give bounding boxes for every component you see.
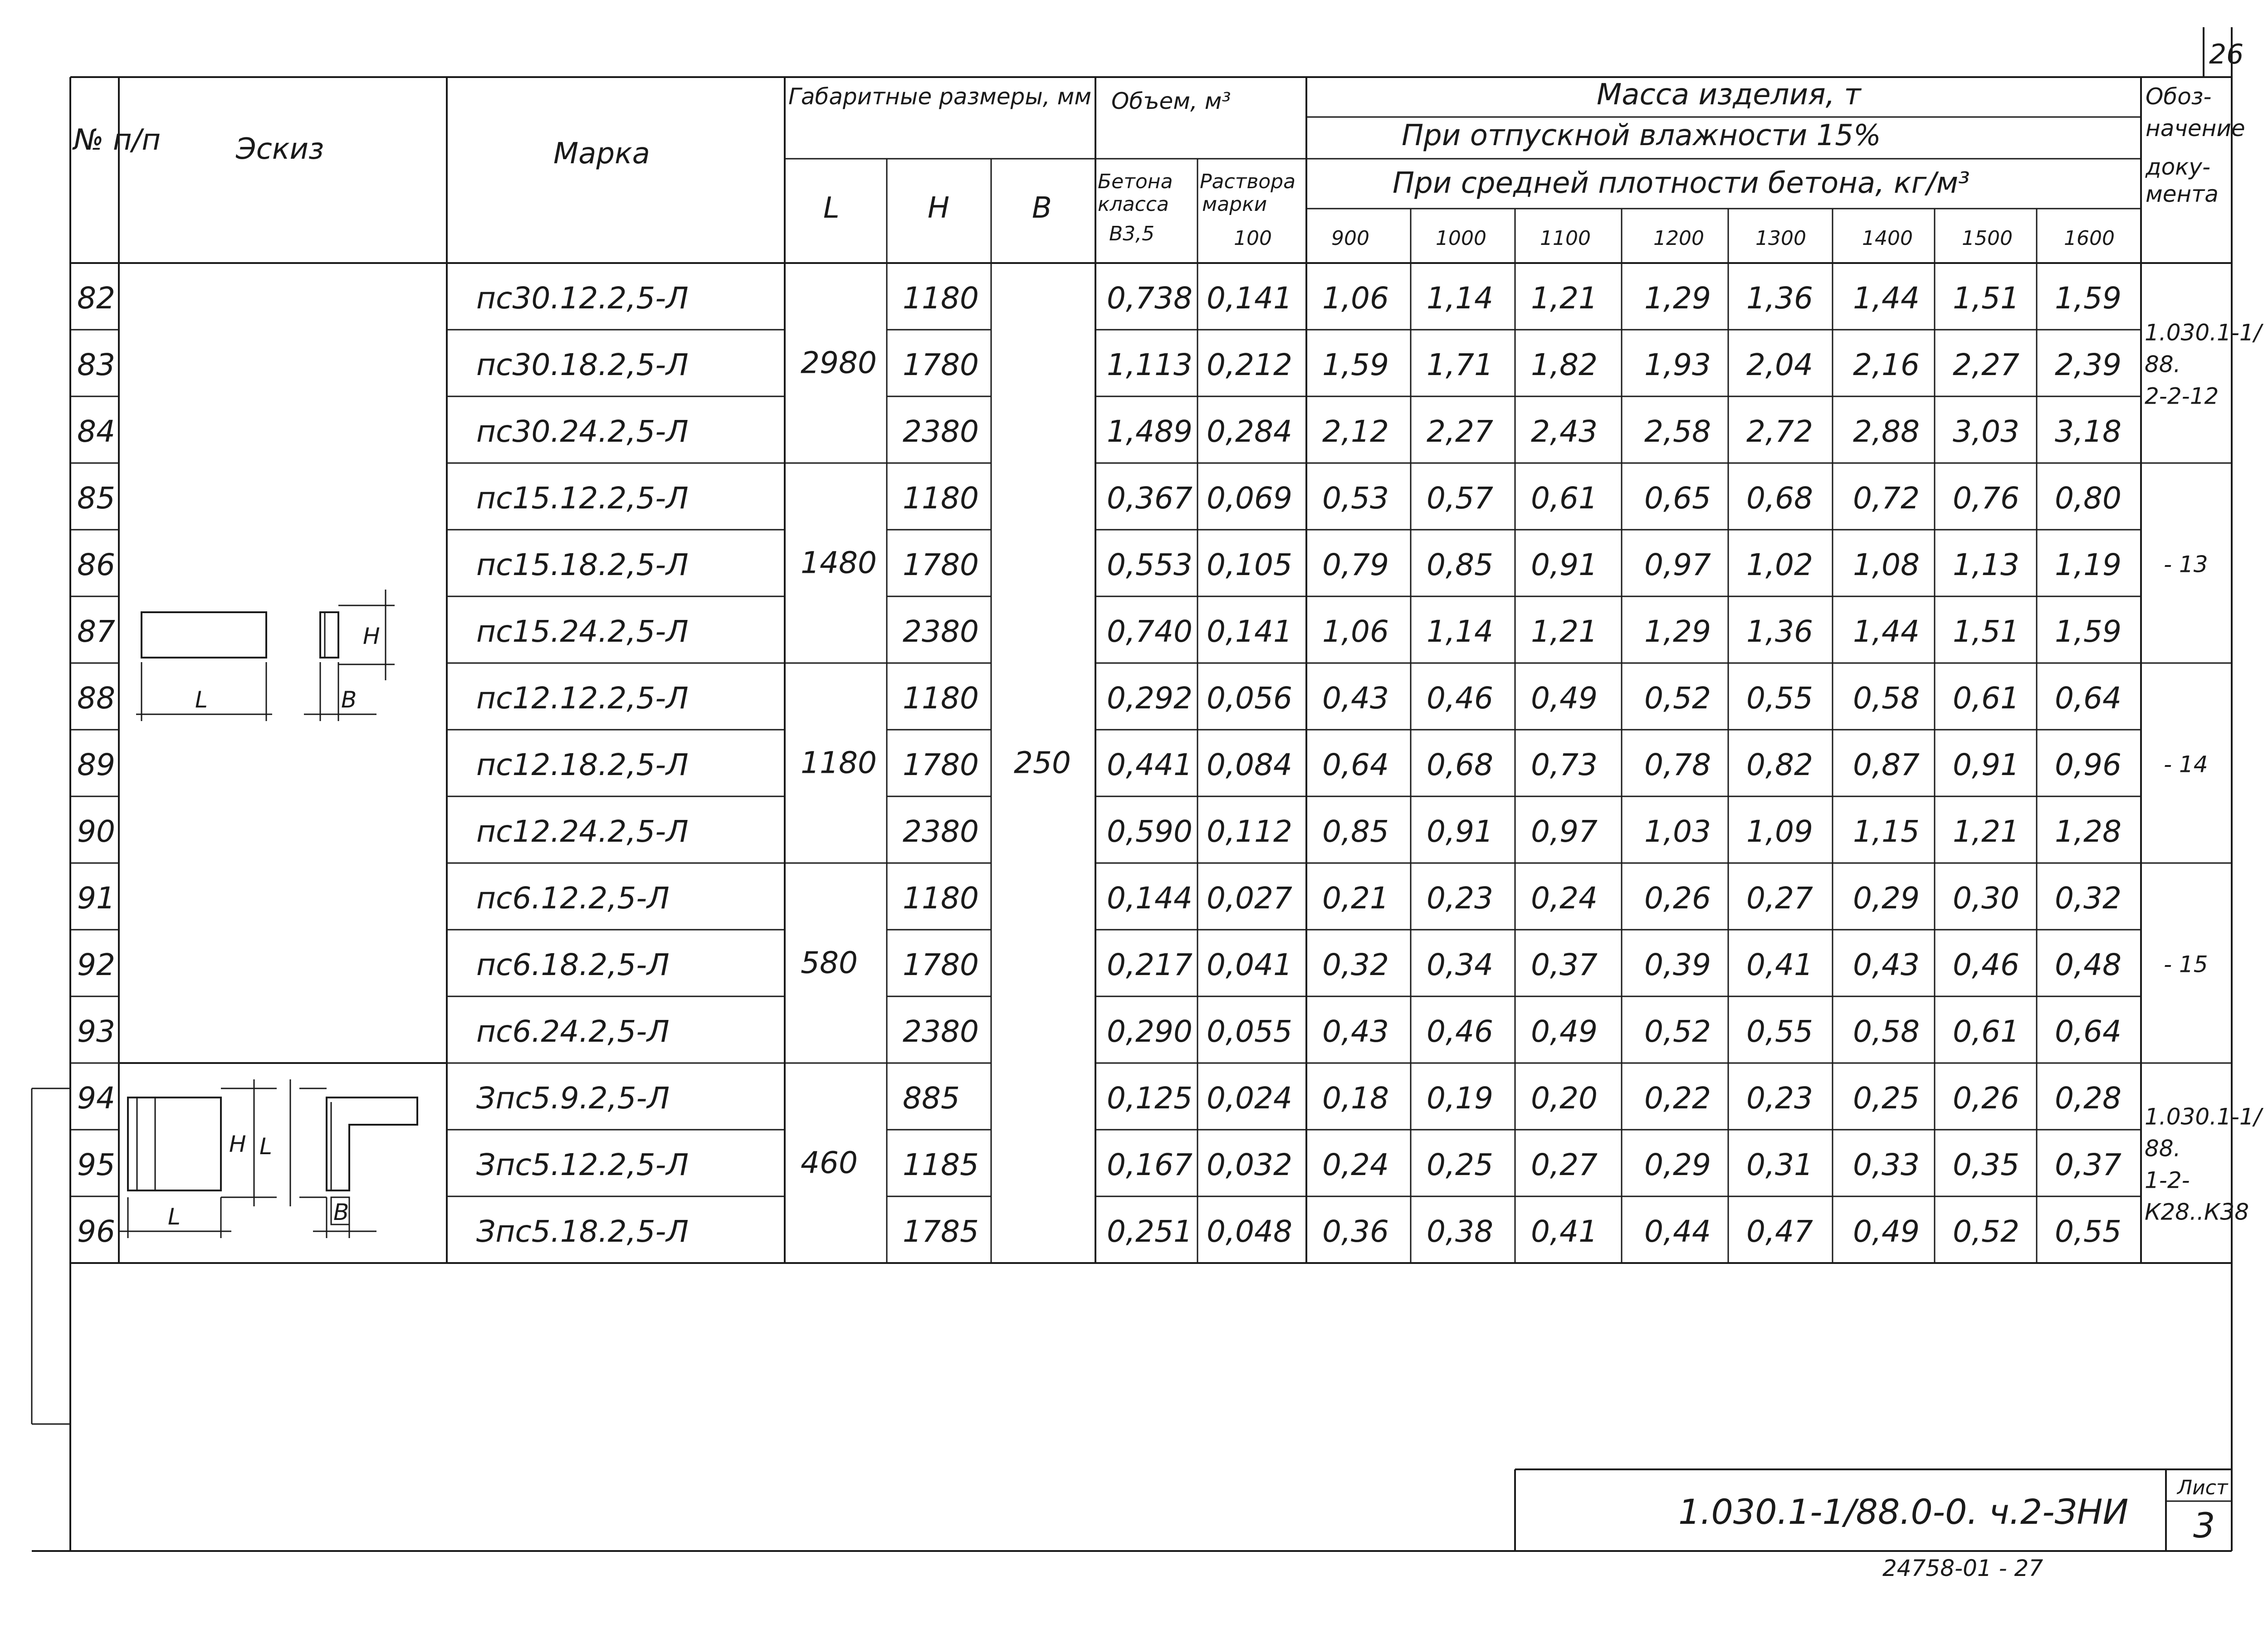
row-volume-mortar: 0,032 (1207, 1147, 1292, 1182)
row-mass-1000: 0,91 (1427, 814, 1493, 849)
row-height: 1780 (903, 747, 979, 782)
sketch-upper (136, 590, 395, 721)
sketch-lower-L2: L (259, 1133, 272, 1160)
row-mass-1400: 1,15 (1853, 814, 1920, 849)
row-mass-1200: 0,78 (1644, 747, 1711, 782)
row-volume-mortar: 0,112 (1207, 814, 1292, 849)
row-mass-1600: 0,96 (2055, 747, 2121, 782)
row-number: 93 (77, 1014, 115, 1049)
row-mark: пс6.18.2,5-Л (476, 947, 670, 982)
row-mass-1200: 0,22 (1644, 1081, 1711, 1116)
density-header-1200: 1200 (1653, 227, 1704, 250)
sketch-upper-H: H (363, 623, 380, 649)
row-mass-900: 0,85 (1322, 814, 1389, 849)
sketch-lower (119, 1079, 417, 1238)
row-mass-1100: 0,41 (1531, 1214, 1598, 1249)
row-mass-1000: 0,68 (1427, 747, 1493, 782)
row-height: 1780 (903, 947, 979, 982)
row-mass-900: 2,12 (1322, 414, 1389, 449)
row-height: 1180 (903, 481, 979, 516)
row-mass-1200: 0,97 (1644, 547, 1711, 582)
row-number: 96 (77, 1214, 115, 1249)
density-header-1100: 1100 (1540, 227, 1591, 250)
row-mass-1600: 0,37 (2055, 1147, 2121, 1182)
row-mass-1100: 0,27 (1531, 1147, 1598, 1182)
row-mark: пс12.18.2,5-Л (476, 747, 689, 782)
row-mass-1600: 1,59 (2055, 614, 2121, 649)
row-mass-1200: 2,58 (1644, 414, 1711, 449)
row-mass-1000: 2,27 (1427, 414, 1493, 449)
doc-designation-line: 88. (2145, 351, 2181, 378)
row-mass-1000: 1,71 (1427, 347, 1493, 382)
header-mass: Масса изделия, т (1597, 78, 1861, 112)
table-header (72, 78, 2245, 250)
row-mass-1600: 1,59 (2055, 281, 2121, 316)
row-mass-1400: 0,72 (1853, 481, 1920, 516)
row-height: 885 (903, 1081, 960, 1116)
row-mass-1300: 1,36 (1746, 614, 1813, 649)
row-mass-1600: 0,32 (2055, 881, 2121, 916)
row-number: 88 (77, 681, 115, 716)
row-mass-900: 0,53 (1322, 481, 1389, 516)
row-height: 1780 (903, 547, 979, 582)
row-height: 2380 (903, 1014, 979, 1049)
title-block (1515, 39, 2244, 1581)
row-mark: пс30.18.2,5-Л (476, 347, 689, 382)
header-H: H (928, 191, 950, 225)
sketch-lower-B: B (333, 1199, 349, 1225)
header-mortar-3: 100 (1234, 227, 1272, 250)
row-volume-concrete: 0,590 (1107, 814, 1193, 849)
row-mass-1300: 0,68 (1746, 481, 1813, 516)
row-volume-mortar: 0,284 (1207, 414, 1292, 449)
row-mass-1200: 1,29 (1644, 281, 1711, 316)
row-mark: пс15.12.2,5-Л (476, 481, 689, 516)
row-volume-mortar: 0,024 (1207, 1081, 1292, 1116)
row-mass-1300: 0,55 (1746, 1014, 1813, 1049)
row-mark: Зпс5.18.2,5-Л (476, 1214, 689, 1249)
header-mortar-1: Раствора (1200, 170, 1296, 193)
header-density: При средней плотности бетона, кг/м³ (1393, 166, 1970, 200)
row-height: 1180 (903, 681, 979, 716)
row-mass-900: 0,32 (1322, 947, 1389, 982)
row-mass-1000: 0,19 (1427, 1081, 1493, 1116)
density-header-1000: 1000 (1436, 227, 1486, 250)
row-mass-1400: 0,87 (1853, 747, 1920, 782)
row-mass-1400: 1,08 (1853, 547, 1920, 582)
row-number: 92 (77, 947, 115, 982)
row-mass-1500: 0,61 (1953, 681, 2019, 716)
row-volume-mortar: 0,212 (1207, 347, 1292, 382)
row-mass-1000: 0,85 (1427, 547, 1493, 582)
header-doc-1: Обоз- (2146, 83, 2212, 110)
row-mark: пс12.24.2,5-Л (476, 814, 689, 849)
row-mass-1000: 0,46 (1427, 1014, 1493, 1049)
row-mass-900: 0,21 (1322, 881, 1389, 916)
row-mass-1500: 1,21 (1953, 814, 2019, 849)
row-mass-1600: 1,28 (2055, 814, 2121, 849)
header-overall: Габаритные размеры, мм (788, 83, 1092, 110)
row-mass-1100: 0,37 (1531, 947, 1598, 982)
row-mass-900: 1,06 (1322, 614, 1389, 649)
row-mass-1500: 1,51 (1953, 614, 2019, 649)
header-concrete-2: класса (1098, 193, 1169, 216)
density-header-1300: 1300 (1755, 227, 1806, 250)
row-mass-1500: 1,13 (1953, 547, 2019, 582)
row-mass-1500: 3,03 (1953, 414, 2019, 449)
row-height: 1180 (903, 881, 979, 916)
row-mass-1100: 0,61 (1531, 481, 1598, 516)
group-length: 460 (801, 1145, 858, 1180)
row-mass-1600: 0,55 (2055, 1214, 2121, 1249)
row-number: 86 (77, 547, 115, 582)
header-mark: Марка (553, 137, 650, 171)
row-mass-1400: 0,33 (1853, 1147, 1920, 1182)
row-volume-concrete: 0,217 (1107, 947, 1193, 982)
doc-designation-line: 1.030.1-1/ (2145, 319, 2262, 346)
row-mass-1200: 0,29 (1644, 1147, 1711, 1182)
header-num: № п/п (73, 123, 161, 157)
row-mass-1200: 0,52 (1644, 1014, 1711, 1049)
row-number: 94 (77, 1081, 115, 1116)
group-length: 2980 (801, 345, 877, 380)
row-mass-1300: 2,72 (1746, 414, 1813, 449)
row-height: 2380 (903, 414, 979, 449)
header-concrete-1: Бетона (1098, 170, 1173, 193)
row-number: 87 (77, 614, 115, 649)
sketch-upper-L: L (195, 687, 208, 713)
row-mass-1600: 0,64 (2055, 1014, 2121, 1049)
row-mass-1400: 0,25 (1853, 1081, 1920, 1116)
row-mark: пс30.12.2,5-Л (476, 281, 689, 316)
header-doc-3: доку- (2146, 154, 2210, 180)
row-mass-1400: 2,16 (1853, 347, 1920, 382)
row-mass-900: 0,24 (1322, 1147, 1389, 1182)
row-mass-1200: 0,26 (1644, 881, 1711, 916)
row-mass-1100: 0,91 (1531, 547, 1598, 582)
row-number: 83 (77, 347, 115, 382)
row-number: 91 (77, 881, 115, 916)
row-mass-1500: 0,52 (1953, 1214, 2019, 1249)
row-number: 82 (77, 281, 115, 316)
group-length: 1180 (801, 745, 877, 780)
row-mass-1400: 1,44 (1853, 614, 1920, 649)
row-mass-1400: 0,29 (1853, 881, 1920, 916)
row-volume-concrete: 0,740 (1107, 614, 1193, 649)
row-mass-1000: 0,23 (1427, 881, 1493, 916)
row-height: 1785 (903, 1214, 979, 1249)
row-mass-1200: 1,93 (1644, 347, 1711, 382)
row-mass-1600: 0,48 (2055, 947, 2121, 982)
row-volume-concrete: 0,125 (1107, 1081, 1193, 1116)
row-mass-1000: 0,46 (1427, 681, 1493, 716)
row-mass-1100: 1,21 (1531, 614, 1598, 649)
row-mass-1000: 1,14 (1427, 614, 1493, 649)
row-mass-900: 1,06 (1322, 281, 1389, 316)
row-mass-1500: 0,46 (1953, 947, 2019, 982)
row-mass-1500: 0,91 (1953, 747, 2019, 782)
row-mass-1200: 0,39 (1644, 947, 1711, 982)
row-number: 89 (77, 747, 115, 782)
row-volume-concrete: 0,553 (1107, 547, 1193, 582)
row-mass-1100: 0,49 (1531, 1014, 1598, 1049)
row-mass-1600: 0,80 (2055, 481, 2121, 516)
row-mass-1500: 0,35 (1953, 1147, 2019, 1182)
row-volume-concrete: 1,113 (1107, 347, 1193, 382)
frame (32, 27, 2232, 1551)
row-mass-900: 0,36 (1322, 1214, 1389, 1249)
density-header-900: 900 (1331, 227, 1369, 250)
row-volume-mortar: 0,069 (1207, 481, 1292, 516)
table-body (77, 281, 2121, 1249)
row-mass-900: 0,79 (1322, 547, 1389, 582)
density-header-1600: 1600 (2064, 227, 2115, 250)
group-length: 580 (801, 945, 858, 980)
group-length: 1480 (801, 545, 877, 580)
row-height: 1180 (903, 281, 979, 316)
header-doc-2: начение (2146, 115, 2245, 141)
row-mass-1600: 2,39 (2055, 347, 2121, 382)
doc-designation-line: К28..К38 (2145, 1199, 2249, 1225)
row-height: 2380 (903, 614, 979, 649)
row-volume-concrete: 0,290 (1107, 1014, 1193, 1049)
row-volume-concrete: 0,144 (1107, 881, 1193, 916)
density-header-1400: 1400 (1862, 227, 1913, 250)
row-mass-1600: 1,19 (2055, 547, 2121, 582)
row-volume-mortar: 0,084 (1207, 747, 1292, 782)
row-mass-1400: 0,43 (1853, 947, 1920, 982)
sketch-upper-B: B (341, 687, 357, 713)
row-volume-mortar: 0,041 (1207, 947, 1292, 982)
row-mass-1600: 0,64 (2055, 681, 2121, 716)
row-mass-900: 1,59 (1322, 347, 1389, 382)
row-mass-1200: 1,03 (1644, 814, 1711, 849)
row-volume-mortar: 0,055 (1207, 1014, 1292, 1049)
row-mass-1400: 0,58 (1853, 1014, 1920, 1049)
row-mass-900: 0,64 (1322, 747, 1389, 782)
row-mark: пс12.12.2,5-Л (476, 681, 689, 716)
density-header-1500: 1500 (1962, 227, 2013, 250)
row-mass-1600: 0,28 (2055, 1081, 2121, 1116)
doc-designation-line: - 15 (2164, 951, 2208, 978)
row-volume-concrete: 0,292 (1107, 681, 1193, 716)
row-mass-1300: 2,04 (1746, 347, 1813, 382)
row-mass-1200: 0,44 (1644, 1214, 1711, 1249)
row-mass-1300: 0,47 (1746, 1214, 1813, 1249)
document-designation: 1.030.1-1/88.0-0. ч.2-ЗНИ (1678, 1492, 2129, 1532)
row-mass-1100: 1,21 (1531, 281, 1598, 316)
row-height: 1185 (903, 1147, 979, 1182)
header-volume: Объем, м³ (1111, 88, 1231, 114)
width-value: 250 (1014, 745, 1071, 780)
row-mass-1500: 1,51 (1953, 281, 2019, 316)
row-volume-concrete: 0,167 (1107, 1147, 1193, 1182)
row-volume-concrete: 0,251 (1107, 1214, 1193, 1249)
row-mark: Зпс5.9.2,5-Л (476, 1081, 670, 1116)
row-volume-mortar: 0,141 (1207, 281, 1292, 316)
row-mass-1500: 0,30 (1953, 881, 2019, 916)
row-volume-concrete: 1,489 (1107, 414, 1193, 449)
row-mass-1400: 2,88 (1853, 414, 1920, 449)
header-L: L (823, 191, 840, 225)
row-volume-concrete: 0,738 (1107, 281, 1193, 316)
row-mass-1000: 0,38 (1427, 1214, 1493, 1249)
row-mark: пс30.24.2,5-Л (476, 414, 689, 449)
corner-number: 26 (2209, 39, 2244, 70)
row-mass-1500: 0,26 (1953, 1081, 2019, 1116)
row-volume-concrete: 0,441 (1107, 747, 1193, 782)
header-mortar-2: марки (1202, 193, 1267, 216)
sheet-label: Лист (2177, 1476, 2228, 1499)
doc-designation-line: 2-2-12 (2145, 383, 2219, 410)
row-volume-mortar: 0,056 (1207, 681, 1292, 716)
row-number: 95 (77, 1147, 115, 1182)
header-humidity: При отпускной влажности 15% (1402, 119, 1881, 152)
row-mass-1500: 2,27 (1953, 347, 2019, 382)
row-mass-1300: 0,27 (1746, 881, 1813, 916)
row-mass-1100: 0,97 (1531, 814, 1598, 849)
row-volume-mortar: 0,027 (1207, 881, 1292, 916)
row-mass-1300: 0,41 (1746, 947, 1813, 982)
sheet-number: 3 (2193, 1505, 2215, 1546)
row-mass-900: 0,43 (1322, 681, 1389, 716)
row-mass-900: 0,18 (1322, 1081, 1389, 1116)
row-mass-1000: 0,25 (1427, 1147, 1493, 1182)
header-doc-4: мента (2146, 181, 2219, 207)
doc-designation-line: 1-2- (2145, 1167, 2190, 1194)
row-mass-900: 0,43 (1322, 1014, 1389, 1049)
row-mass-1300: 1,02 (1746, 547, 1813, 582)
header-concrete-3: B3,5 (1109, 222, 1155, 245)
row-mass-1100: 0,20 (1531, 1081, 1598, 1116)
row-number: 90 (77, 814, 115, 849)
doc-designation-line: 88. (2145, 1135, 2181, 1162)
row-volume-mortar: 0,141 (1207, 614, 1292, 649)
row-mass-1200: 0,65 (1644, 481, 1711, 516)
row-mass-1200: 1,29 (1644, 614, 1711, 649)
header-sketch: Эскиз (236, 132, 324, 166)
row-mark: пс15.24.2,5-Л (476, 614, 689, 649)
row-mark: пс6.12.2,5-Л (476, 881, 670, 916)
row-mass-1400: 0,49 (1853, 1214, 1920, 1249)
doc-designation-line: - 13 (2164, 551, 2208, 578)
archive-number: 24758-01 - 27 (1882, 1555, 2043, 1581)
row-mass-1400: 0,58 (1853, 681, 1920, 716)
row-mass-1400: 1,44 (1853, 281, 1920, 316)
row-volume-mortar: 0,048 (1207, 1214, 1292, 1249)
row-mass-1600: 3,18 (2055, 414, 2121, 449)
row-mass-1500: 0,76 (1953, 481, 2019, 516)
header-B: B (1032, 191, 1052, 225)
sketch-lower-L: L (168, 1204, 181, 1230)
row-mass-1100: 0,49 (1531, 681, 1598, 716)
row-mass-1300: 0,55 (1746, 681, 1813, 716)
doc-designation-line: - 14 (2164, 751, 2208, 778)
row-mass-1000: 1,14 (1427, 281, 1493, 316)
row-mark: пс15.18.2,5-Л (476, 547, 689, 582)
row-height: 2380 (903, 814, 979, 849)
row-mass-1300: 1,09 (1746, 814, 1813, 849)
row-mass-1300: 1,36 (1746, 281, 1813, 316)
row-mass-1300: 0,23 (1746, 1081, 1813, 1116)
row-mass-1200: 0,52 (1644, 681, 1711, 716)
row-mass-1300: 0,82 (1746, 747, 1813, 782)
row-mass-1000: 0,57 (1427, 481, 1493, 516)
sketch-lower-H: H (229, 1131, 246, 1157)
row-height: 1780 (903, 347, 979, 382)
row-mark: пс6.24.2,5-Л (476, 1014, 670, 1049)
row-mass-1100: 2,43 (1531, 414, 1598, 449)
row-volume-concrete: 0,367 (1107, 481, 1193, 516)
row-mass-1000: 0,34 (1427, 947, 1493, 982)
row-volume-mortar: 0,105 (1207, 547, 1292, 582)
row-mark: Зпс5.12.2,5-Л (476, 1147, 689, 1182)
row-mass-1100: 1,82 (1531, 347, 1598, 382)
doc-designation-line: 1.030.1-1/ (2145, 1103, 2262, 1130)
row-number: 85 (77, 481, 115, 516)
density-headers (1331, 227, 2115, 250)
row-mass-1100: 0,73 (1531, 747, 1598, 782)
row-mass-1100: 0,24 (1531, 881, 1598, 916)
row-mass-1500: 0,61 (1953, 1014, 2019, 1049)
row-mass-1300: 0,31 (1746, 1147, 1813, 1182)
row-number: 84 (77, 414, 115, 449)
